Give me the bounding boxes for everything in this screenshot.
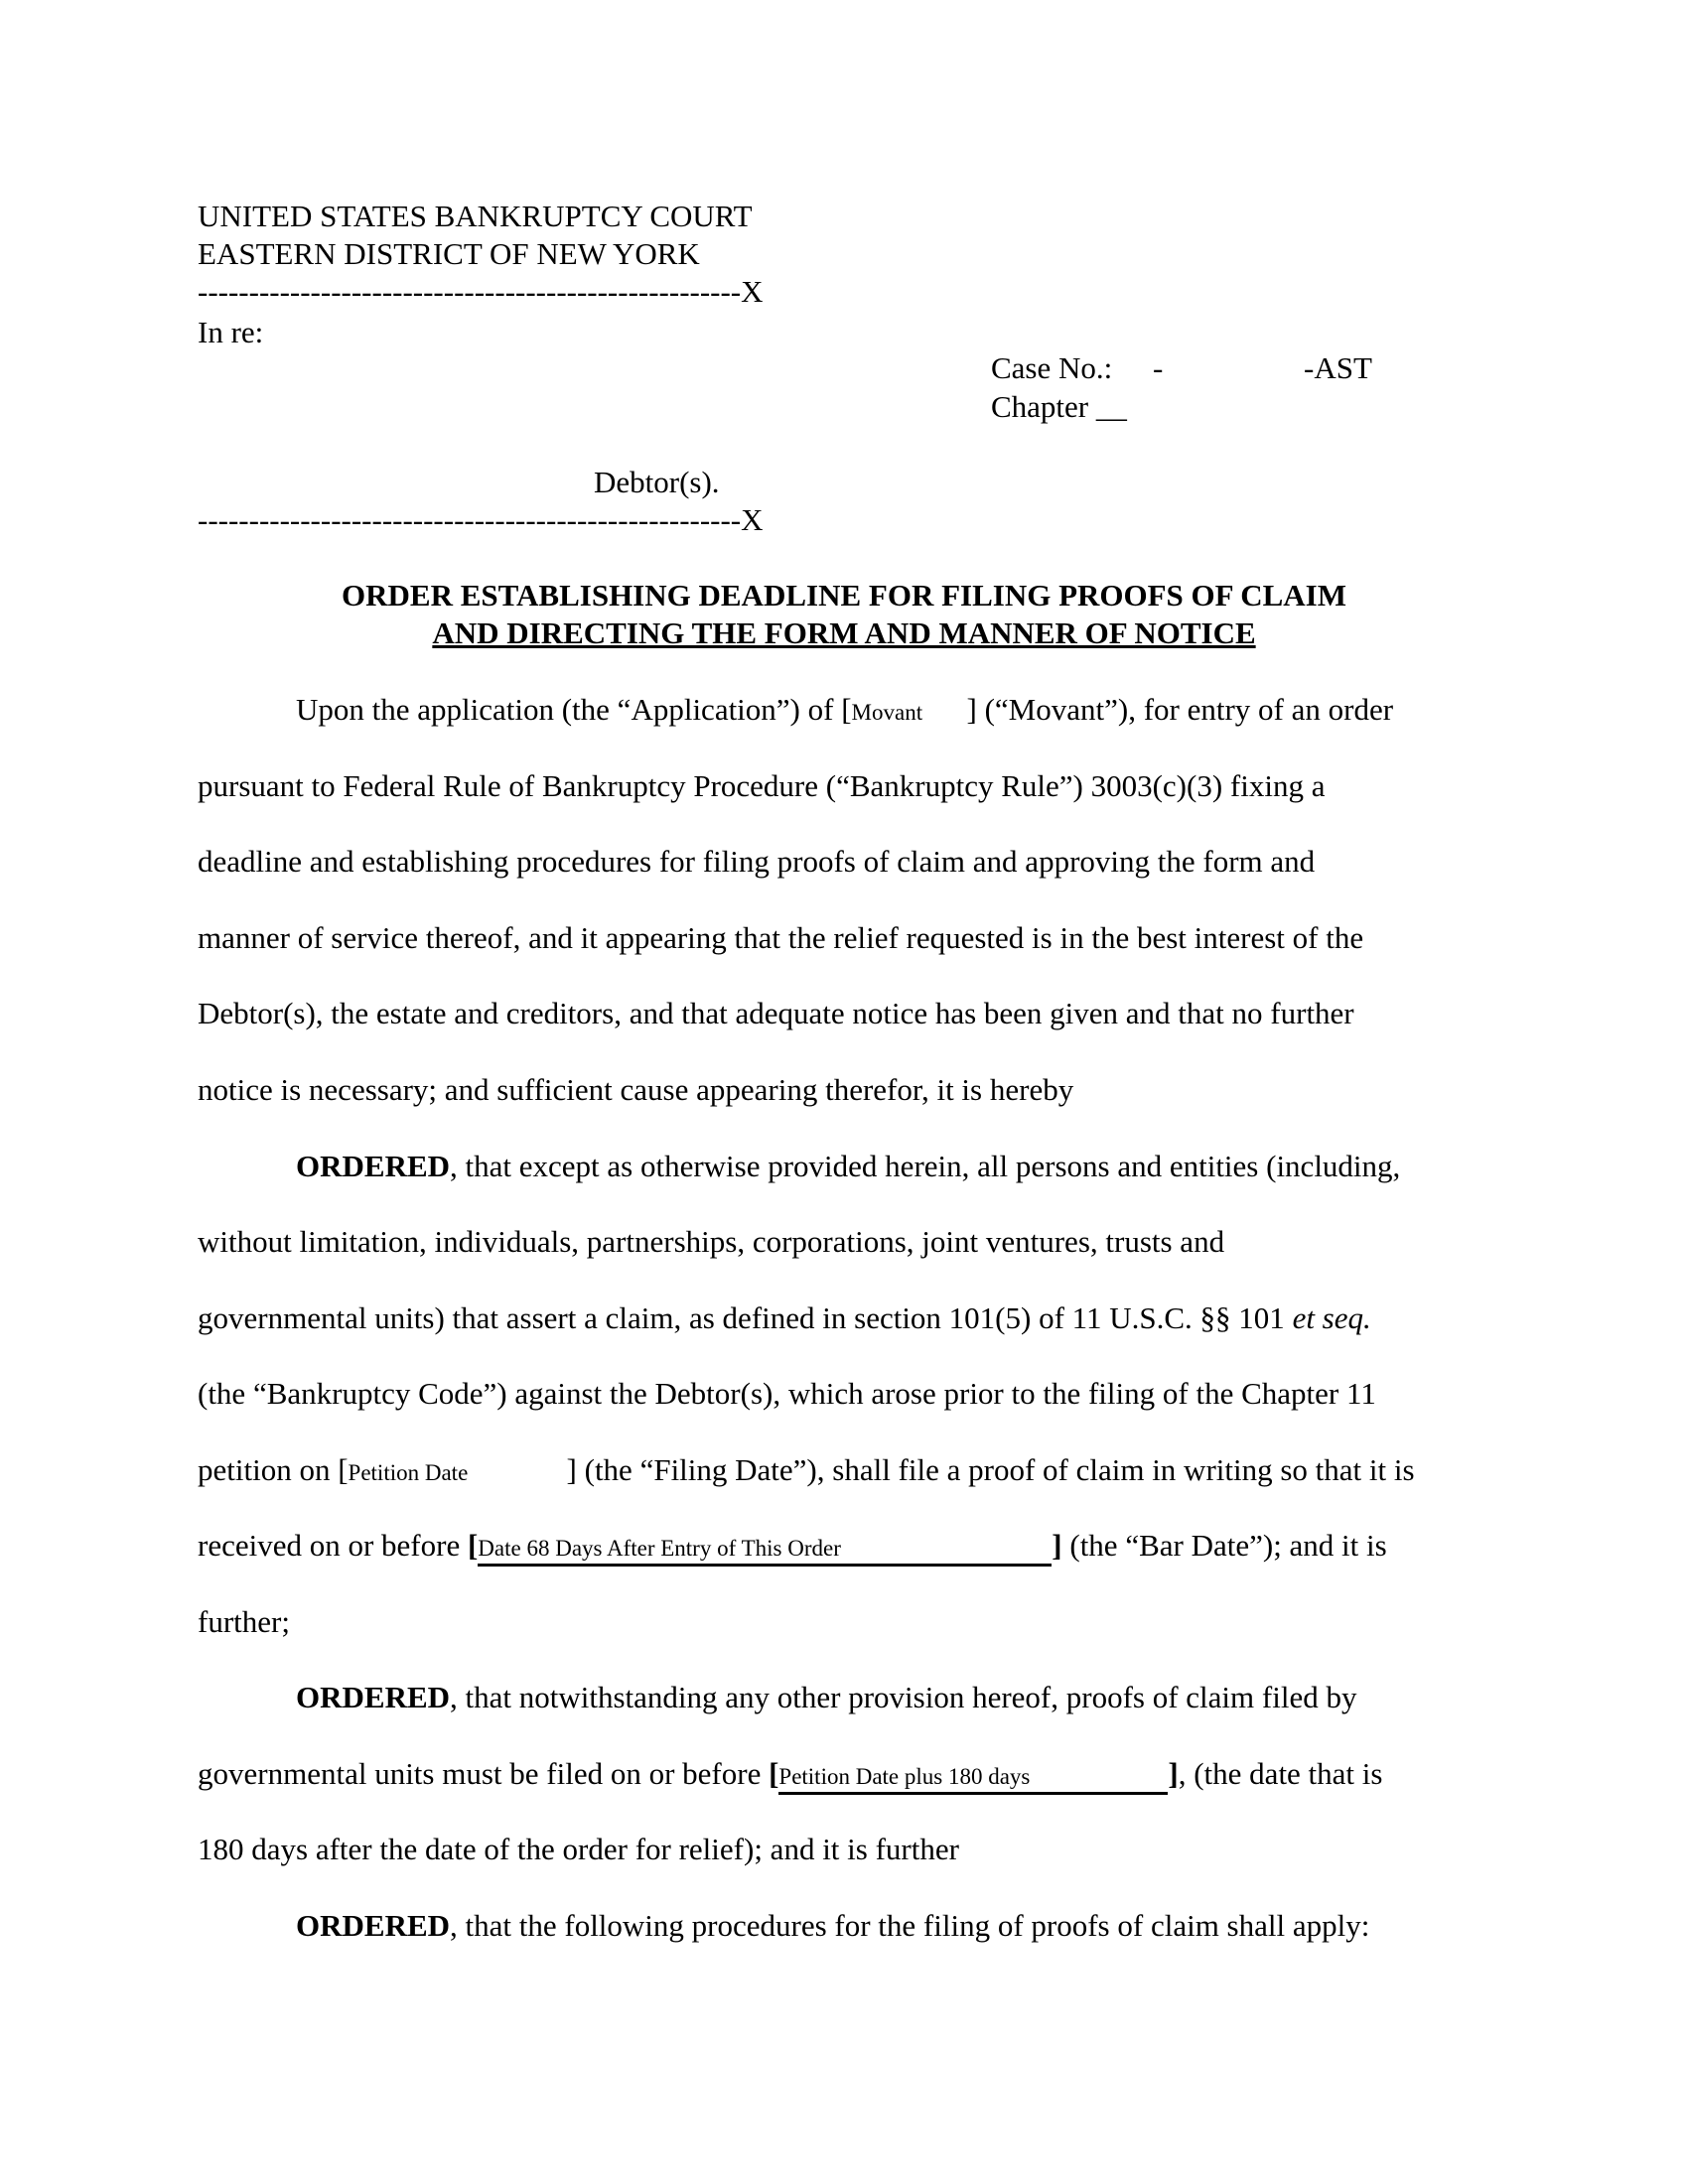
p1-line2: pursuant to Federal Rule of Bankruptcy Procedure (“Bankruptcy Rule”) 3003(c)(3) fixing a xyxy=(198,768,1326,803)
in-re-label: In re: xyxy=(198,315,264,349)
bar-date-open-bracket: [ xyxy=(467,1528,479,1563)
p2-line6-text-a: received on or before xyxy=(198,1528,468,1563)
case-no-label: Case No.: xyxy=(991,350,1113,385)
p2-line2: without limitation, individuals, partnerships, corporations, joint ventures, trusts and xyxy=(198,1224,1225,1259)
p1-text-b: ] (“Movant”), for entry of an order xyxy=(966,692,1394,727)
p2-line5-text-a: petition on [ xyxy=(198,1452,349,1487)
caption-separator-bottom: -----------------------------------------------------X xyxy=(198,502,764,537)
petition-date-field[interactable]: Petition Date xyxy=(348,1460,469,1485)
p1-text-a: Upon the application (the “Application”) of [ xyxy=(296,692,852,727)
p3-line3: 180 days after the date of the order for relief); and it is further xyxy=(198,1832,959,1866)
bar-date-field[interactable]: Date 68 Days After Entry of This Order xyxy=(478,1536,841,1561)
p2-line1 xyxy=(296,1149,1400,1184)
gov-date-box[interactable] xyxy=(778,1756,1168,1795)
gov-date-field[interactable]: Petition Date plus 180 days xyxy=(778,1764,1031,1789)
et-seq: et seq. xyxy=(1292,1300,1371,1335)
order-title-line1: ORDER ESTABLISHING DEADLINE FOR FILING PROOFS OF CLAIM xyxy=(342,578,1346,613)
p3-line2-text-b: , (the date that is xyxy=(1178,1756,1383,1791)
p3-text: , that notwithstanding any other provision hereof, proofs of claim filed by xyxy=(450,1680,1357,1714)
p4-line1 xyxy=(296,1908,1369,1944)
case-no-suffix: -AST xyxy=(1304,350,1372,385)
gov-date-open-bracket: [ xyxy=(769,1756,779,1791)
gov-date-close-bracket: ] xyxy=(1168,1756,1179,1791)
p2-line5 xyxy=(198,1452,1415,1488)
order-title-line2-wrap xyxy=(0,615,1688,651)
p3-line2-text-a: governmental units must be filed on or before xyxy=(198,1756,770,1791)
chapter-label: Chapter __ xyxy=(991,389,1127,424)
p1-line4: manner of service thereof, and it appearing that the relief requested is in the best interest of the xyxy=(198,920,1364,955)
bar-date-box[interactable] xyxy=(478,1528,1052,1567)
movant-field[interactable]: Movant xyxy=(851,700,923,725)
p2-line3 xyxy=(198,1300,1371,1336)
p2-line7: further; xyxy=(198,1604,290,1639)
p1-line3: deadline and establishing procedures for filing proofs of claim and approving the form and xyxy=(198,844,1316,879)
p2-line4: (the “Bankruptcy Code”) against the Debtor(s), which arose prior to the filing of the Chapter 11 xyxy=(198,1376,1376,1411)
case-no-dash: - xyxy=(1153,350,1164,385)
court-name: UNITED STATES BANKRUPTCY COURT xyxy=(198,199,753,233)
ordered-label: ORDERED xyxy=(296,1908,451,1943)
district-name: EASTERN DISTRICT OF NEW YORK xyxy=(198,236,700,271)
order-title-line2: AND DIRECTING THE FORM AND MANNER OF NOTICE xyxy=(432,615,1256,650)
p1-line5: Debtor(s), the estate and creditors, and that adequate notice has been given and that no further xyxy=(198,996,1354,1030)
p2-text: , that except as otherwise provided herein, all persons and entities (including, xyxy=(450,1149,1401,1183)
p2-line6-text-b: (the “Bar Date”); and it is xyxy=(1061,1528,1387,1563)
p2-line3-text: governmental units) that assert a claim, as defined in section 101(5) of 11 U.S.C. §§ 101 xyxy=(198,1300,1293,1335)
p2-line5-text-b: ] (the “Filing Date”), shall file a proof of claim in writing so that it is xyxy=(566,1452,1415,1487)
ordered-label: ORDERED xyxy=(296,1149,451,1183)
debtor-label: Debtor(s). xyxy=(594,465,720,499)
caption-separator-top: -----------------------------------------------------X xyxy=(198,274,764,309)
p4-text: , that the following procedures for the filing of proofs of claim shall apply: xyxy=(450,1908,1370,1943)
bar-date-close-bracket: ] xyxy=(1052,1528,1062,1563)
p3-line1 xyxy=(296,1680,1356,1715)
p1-line6: notice is necessary; and sufficient cause appearing therefor, it is hereby xyxy=(198,1072,1074,1107)
p2-line6 xyxy=(198,1528,1387,1567)
p3-line2 xyxy=(198,1756,1382,1795)
ordered-label: ORDERED xyxy=(296,1680,451,1714)
p1-line1 xyxy=(296,692,1393,728)
